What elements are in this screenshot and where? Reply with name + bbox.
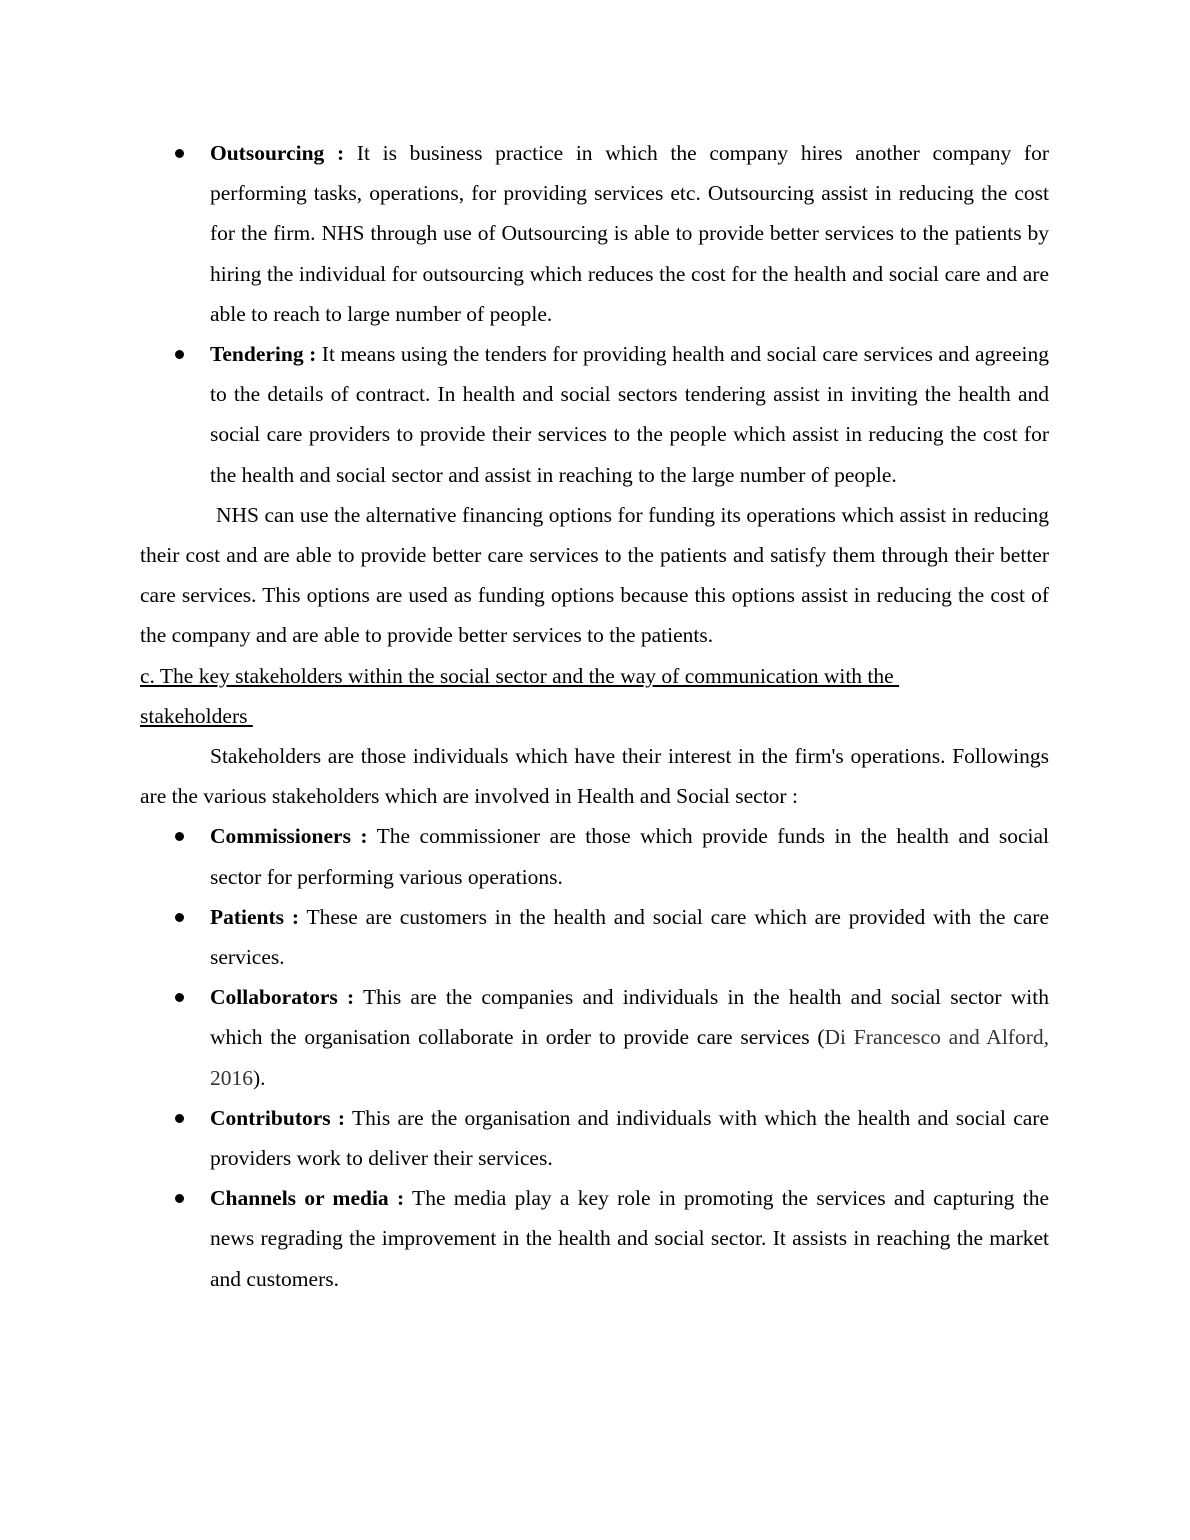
term-contributors: Contributors : (210, 1105, 346, 1130)
stakeholders-list (140, 816, 1049, 1298)
definition-outsourcing: It is business practice in which the company hires another company for performing tasks, operations, for providing services etc. Outsourcing assist in reducing the cost for the firm. NHS through use of Outsourcing is able to provide better services to the patients by hiring the individual for outsourcing which reduces the cost for the health and social care and are able to reach to large number of people. (210, 141, 1049, 326)
bullet-icon (175, 832, 184, 841)
bullet-icon (175, 1194, 184, 1203)
list-item-commissioners (140, 816, 1049, 896)
list-item-collaborators (140, 977, 1049, 1098)
section-c-heading-line2: stakeholders (140, 703, 253, 728)
financing-paragraph: NHS can use the alternative financing options for funding its operations which assist in reducing their cost and are able to provide better care services to the patients and satisfy them through their better care services. This options are used as funding options because this options assist in reducing the cost of the company and are able to provide better services to the patients. (140, 502, 1049, 648)
stakeholders-intro-paragraph: Stakeholders are those individuals which have their interest in the firm's operations. Followings are the various stakeholders which are involved in Health and Social sector : (140, 744, 1049, 809)
bullet-icon (175, 1114, 184, 1123)
list-item-patients (140, 897, 1049, 977)
financing-options-list (140, 133, 1049, 495)
term-outsourcing: Outsourcing : (210, 141, 345, 165)
term-commissioners: Commissioners : (210, 824, 368, 849)
list-item-contributors (140, 1098, 1049, 1178)
bullet-icon (175, 149, 184, 158)
bullet-icon (175, 913, 184, 922)
definition-collaborators: This are the companies and individuals in the health and social sector with which the organisation collaborate in order to provide care services ( (210, 985, 1049, 1050)
term-tendering: Tendering : (210, 342, 317, 367)
definition-tendering: It means using the tenders for providing health and social care services and agreeing to the details of contract. In health and social sectors tendering assist in inviting the health and social care providers to provide their services to the people which assist in reducing the cost for the health and social sector and assist in reaching to the large number of people. (210, 342, 1050, 487)
term-collaborators: Collaborators : (210, 985, 355, 1010)
citation: Di Francesco and Alford, 2016 (210, 1025, 1049, 1090)
definition-channels-media: The media play a key role in promoting the services and capturing the news regrading the improvement in the health and social sector. It assists in reaching the market and customers. (210, 1186, 1049, 1291)
term-patients: Patients : (210, 904, 300, 929)
list-item-tendering (140, 334, 1049, 495)
document-page (140, 133, 1049, 1299)
section-c-heading-line1: c. The key stakeholders within the social sector and the way of communication with the (140, 663, 900, 688)
list-item-channels-media (140, 1178, 1049, 1299)
list-item-outsourcing (140, 133, 1049, 334)
term-channels-media: Channels or media : (210, 1186, 405, 1211)
bullet-icon (175, 350, 184, 359)
definition-contributors: This are the organisation and individuals with which the health and social care providers work to deliver their services. (210, 1105, 1049, 1171)
definition-commissioners: The commissioner are those which provide funds in the health and social sector for performing various operations. (210, 824, 1049, 889)
definition-patients: These are customers in the health and social care which are provided with the care services. (210, 904, 1049, 970)
citation-close: ). (253, 1065, 266, 1090)
section-c-heading (140, 656, 1049, 736)
bullet-icon (175, 993, 184, 1002)
